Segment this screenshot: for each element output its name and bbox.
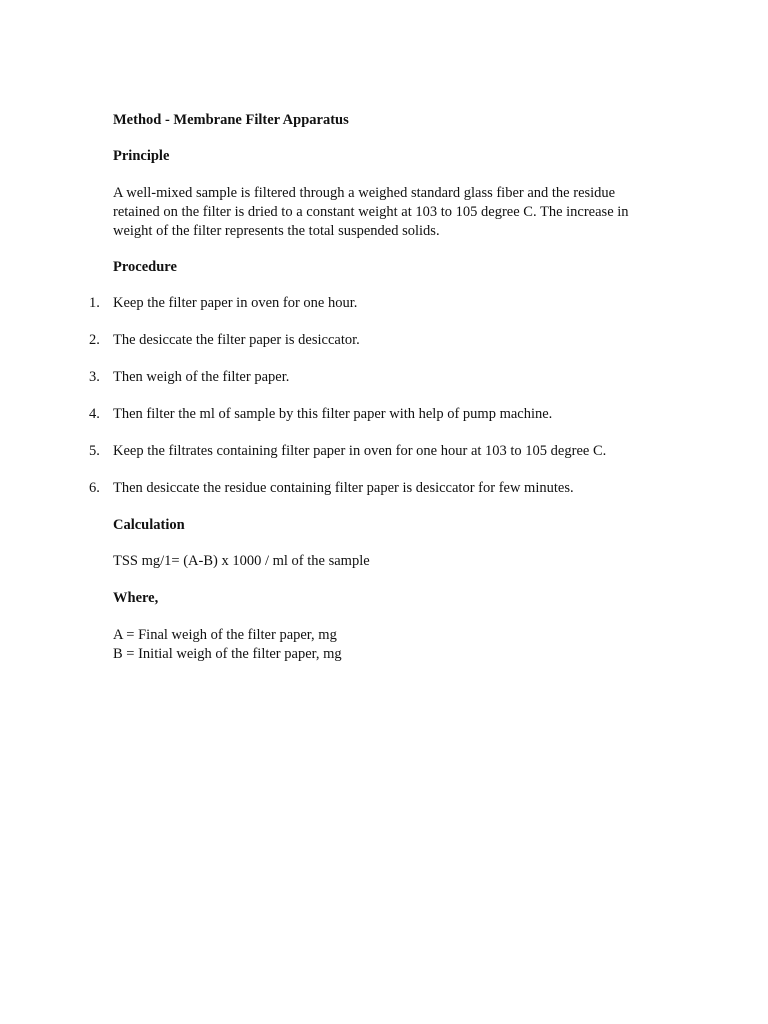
step-text: Keep the filtrates containing filter paper in oven for one hour at 103 to 105 degree C. <box>113 443 607 459</box>
principle-line-3: weight of the filter represents the total suspended solids. <box>113 223 440 239</box>
step-number: 5. <box>89 443 100 459</box>
procedure-heading: Procedure <box>113 259 177 275</box>
definition-b: B = Initial weigh of the filter paper, mg <box>113 646 342 662</box>
calculation-formula: TSS mg/1= (A-B) x 1000 / ml of the sample <box>113 553 370 569</box>
definition-a: A = Final weigh of the filter paper, mg <box>113 627 337 643</box>
step-number: 6. <box>89 480 100 496</box>
document-title: Method - Membrane Filter Apparatus <box>113 112 349 128</box>
step-text: Keep the filter paper in oven for one hour. <box>113 295 358 311</box>
step-text: Then desiccate the residue containing filter paper is desiccator for few minutes. <box>113 480 574 496</box>
step-number: 3. <box>89 369 100 385</box>
calculation-heading: Calculation <box>113 517 185 533</box>
step-text: Then filter the ml of sample by this filter paper with help of pump machine. <box>113 406 553 422</box>
principle-line-2: retained on the filter is dried to a constant weight at 103 to 105 degree C. The increase in <box>113 204 629 220</box>
principle-heading: Principle <box>113 148 170 164</box>
step-number: 1. <box>89 295 100 311</box>
where-heading: Where, <box>113 590 159 606</box>
step-text: The desiccate the filter paper is desiccator. <box>113 332 360 348</box>
step-text: Then weigh of the filter paper. <box>113 369 290 385</box>
principle-line-1: A well-mixed sample is filtered through a weighed standard glass fiber and the residue <box>113 185 616 201</box>
step-number: 2. <box>89 332 100 348</box>
step-number: 4. <box>89 406 100 422</box>
